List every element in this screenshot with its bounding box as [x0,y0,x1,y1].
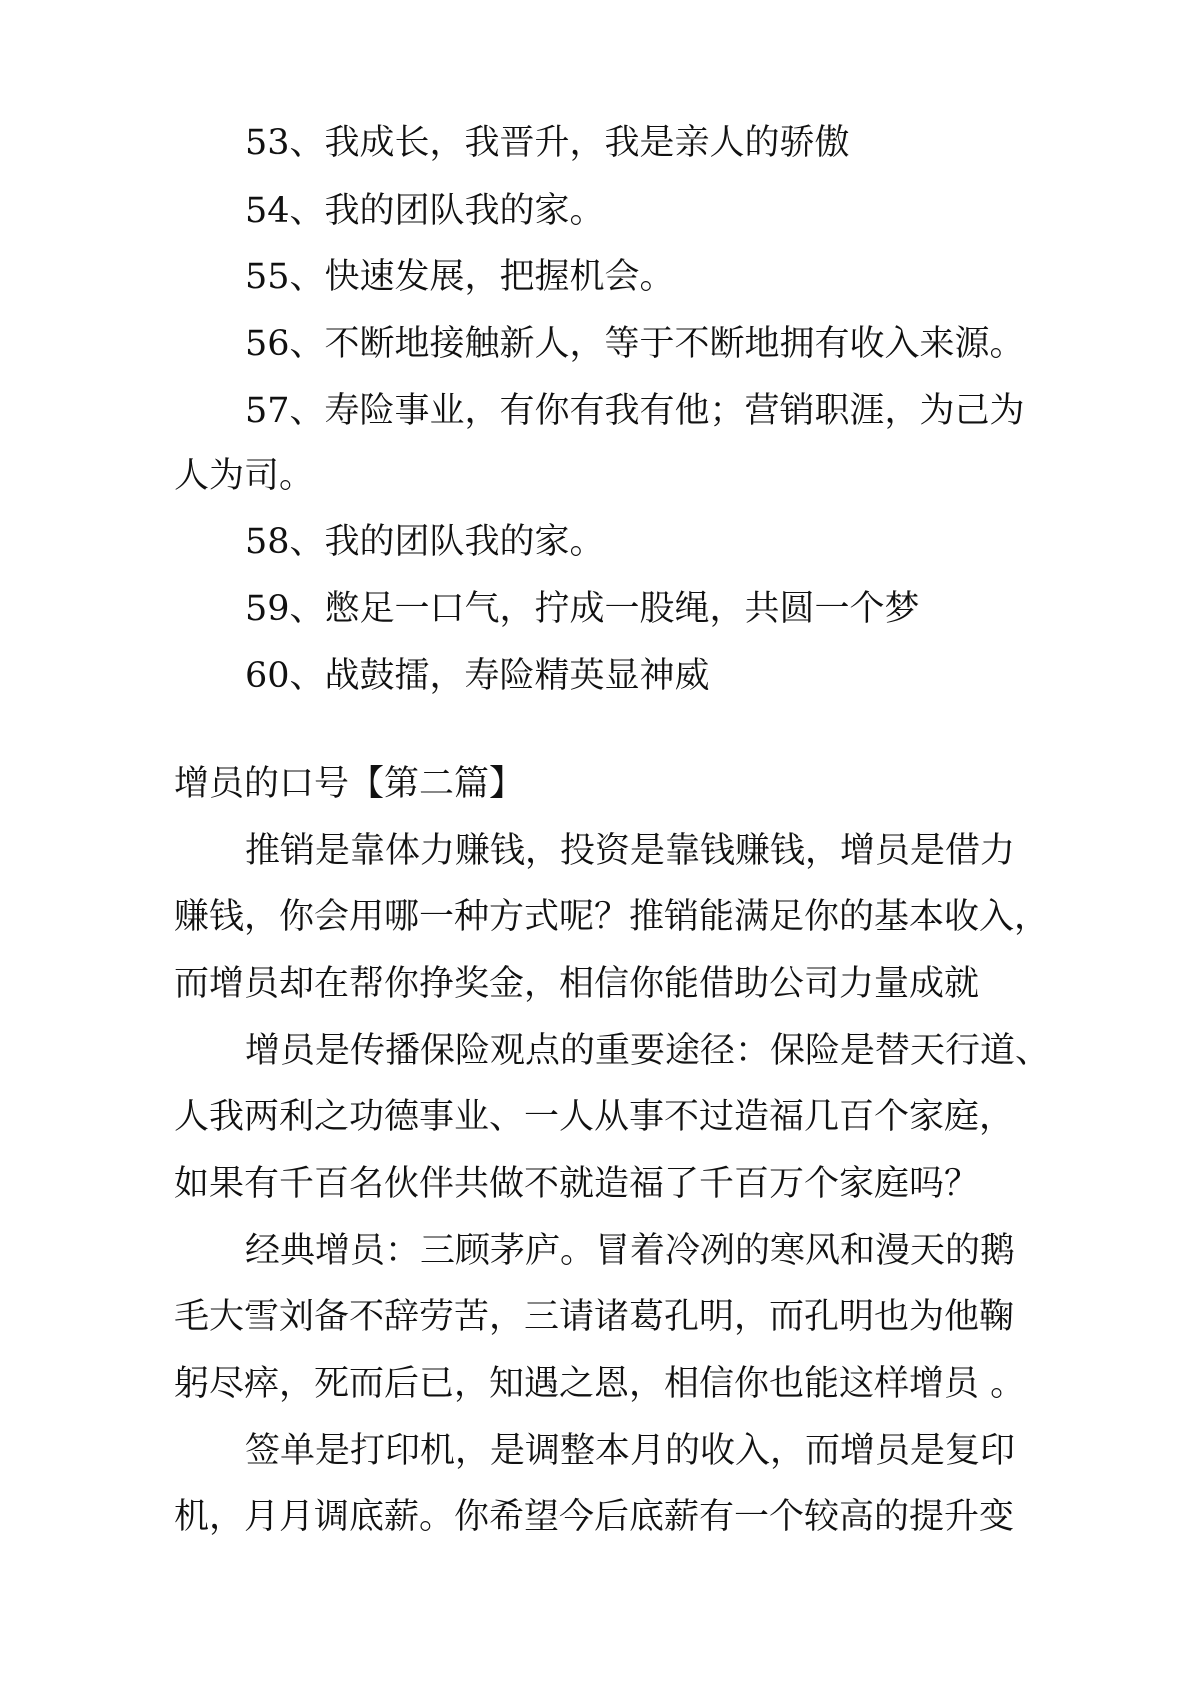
slogan-55: 55、快速发展，把握机会。 [245,257,675,297]
slogan-57: 57、寿险事业，有你有我有他；营销职涯，为己为 [245,391,1025,431]
slogan-56: 56、不断地接触新人，等于不断地拥有收入来源。 [245,324,1025,364]
slogan-58: 58、我的团队我的家。 [245,522,605,562]
paragraph-3-line-1: 经典增员：三顾茅庐。冒着冷冽的寒风和漫天的鹅 [245,1231,1016,1271]
paragraph-4-line-1: 签单是打印机，是调整本月的收入，而增员是复印 [245,1431,1016,1471]
slogan-57-continuation: 人为司。 [174,456,315,496]
paragraph-1-line-3: 而增员却在帮你挣奖金，相信你能借助公司力量成就 [174,964,980,1004]
slogan-60: 60、战鼓擂，寿险精英显神威 [245,656,710,696]
slogan-59: 59、憋足一口气，拧成一股绳，共圆一个梦 [245,589,920,629]
slogan-53: 53、我成长，我晋升，我是亲人的骄傲 [245,123,850,163]
paragraph-3-line-3: 躬尽瘁，死而后已，知遇之恩，相信你也能这样增员 。 [174,1364,1026,1404]
paragraph-2-line-2: 人我两利之功德事业、一人从事不过造福几百个家庭， [174,1097,1015,1137]
paragraph-2-line-1: 增员是传播保险观点的重要途径：保险是替天行道、 [245,1031,1051,1071]
paragraph-2-line-3: 如果有千百名伙伴共做不就造福了千百万个家庭吗？ [174,1164,980,1204]
paragraph-3-line-2: 毛大雪刘备不辞劳苦，三请诸葛孔明，而孔明也为他鞠 [174,1297,1015,1337]
slogan-54: 54、我的团队我的家。 [245,191,605,231]
paragraph-1-line-1: 推销是靠体力赚钱，投资是靠钱赚钱，增员是借力 [245,831,1016,871]
paragraph-4-line-2: 机，月月调底薪。你希望今后底薪有一个较高的提升变 [174,1497,1015,1537]
section-title: 增员的口号【第二篇】 [174,764,525,804]
paragraph-1-line-2: 赚钱，你会用哪一种方式呢？推销能满足你的基本收入， [174,897,1050,937]
